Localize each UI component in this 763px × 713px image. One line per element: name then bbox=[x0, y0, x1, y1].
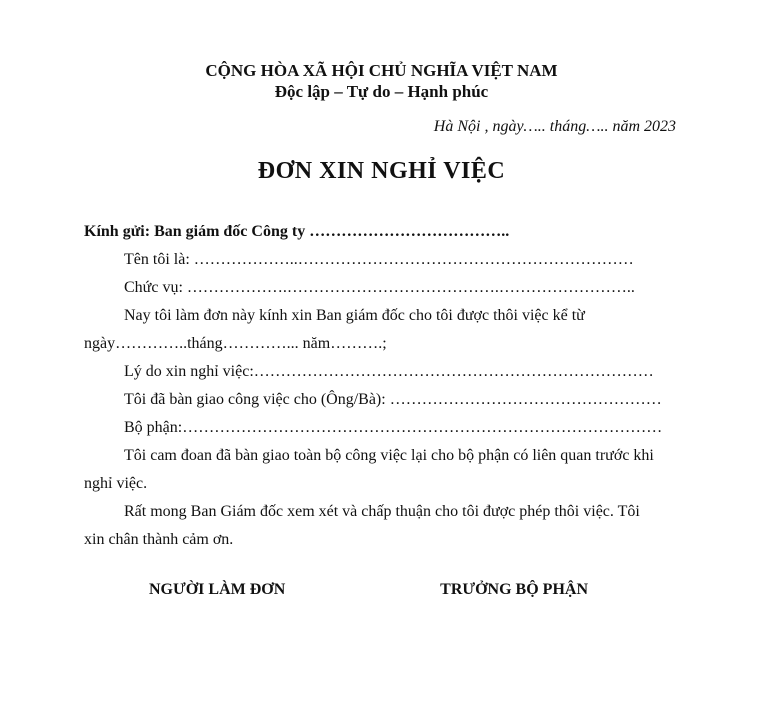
request-date-blank-line: ngày…………..tháng…………... năm……….; bbox=[84, 335, 387, 352]
handover-blank-line: Tôi đã bàn giao công việc cho (Ông/Bà): …………………………………………… bbox=[124, 391, 662, 408]
position-blank-line: Chức vụ: ……………….………………………………….…………………….. bbox=[124, 279, 635, 296]
commitment-line1: Tôi cam đoan đã bàn giao toàn bộ công việc lại cho bộ phận có liên quan trước khi bbox=[124, 447, 654, 464]
closing-line1: Rất mong Ban Giám đốc xem xét và chấp thuận cho tôi được phép thôi việc. Tôi bbox=[124, 503, 640, 520]
department-blank-line: Bộ phận:……………………………………………………………………………… bbox=[124, 419, 663, 436]
signature-row bbox=[0, 580, 763, 600]
request-paragraph-line1: Nay tôi làm đơn này kính xin Ban giám đốc cho tôi được thôi việc kể từ bbox=[124, 307, 585, 324]
national-motto-line1: CỘNG HÒA XÃ HỘI CHỦ NGHĨA VIỆT NAM bbox=[205, 61, 558, 80]
place-date-line: Hà Nội , ngày….. tháng….. năm 2023 bbox=[433, 118, 676, 135]
applicant-signature-label: NGƯỜI LÀM ĐƠN bbox=[149, 581, 286, 598]
department-head-signature-label: TRƯỞNG BỘ PHẬN bbox=[440, 581, 588, 598]
recipient-line: Kính gửi: Ban giám đốc Công ty ……………………………….. bbox=[84, 223, 510, 240]
document-body bbox=[0, 218, 763, 554]
document-title: ĐƠN XIN NGHỈ VIỆC bbox=[257, 158, 506, 184]
name-blank-line: Tên tôi là: ………………..……………………………………………………… bbox=[124, 251, 634, 268]
national-header bbox=[0, 0, 763, 102]
reason-blank-line: Lý do xin nghỉ việc:………………………………………………………………… bbox=[124, 363, 654, 380]
commitment-line2: nghỉ việc. bbox=[84, 475, 148, 492]
closing-line2: xin chân thành cảm ơn. bbox=[84, 531, 234, 548]
national-motto-line2: Độc lập – Tự do – Hạnh phúc bbox=[274, 82, 489, 101]
